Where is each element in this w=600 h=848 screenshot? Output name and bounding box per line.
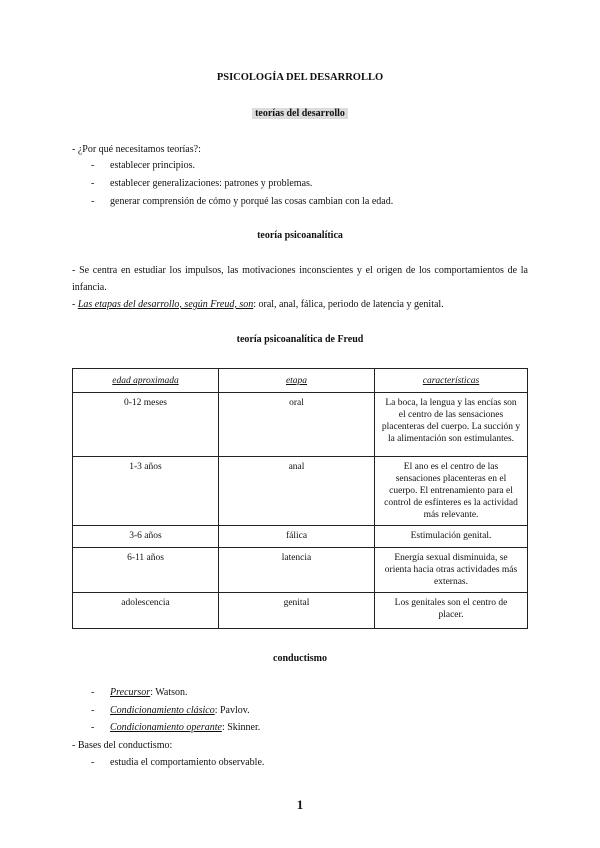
document-title: PSICOLOGÍA DEL DESARROLLO bbox=[216, 72, 384, 83]
bullet-dash: - bbox=[91, 757, 95, 768]
page-number: 1 bbox=[296, 797, 304, 812]
list-item: generar comprensión de cómo y porqué las cosas cambian con la edad. bbox=[110, 196, 394, 207]
section-heading-theories bbox=[0, 108, 600, 119]
table-cell-characteristics: Energía sexual disminuida, se orienta hacia otras actividades más externas. bbox=[375, 548, 528, 593]
bullet-dash: - bbox=[91, 178, 95, 189]
bullet-dash: - bbox=[91, 196, 95, 207]
table-cell-stage: oral bbox=[219, 393, 375, 457]
table-cell-age: 1-3 años bbox=[73, 457, 219, 526]
freud-stages-table bbox=[72, 368, 528, 629]
list-item-label: Condicionamiento clásico bbox=[110, 705, 215, 716]
list-item-value: : Pavlov. bbox=[214, 705, 250, 716]
theories-question: - ¿Por qué necesitamos teorías?: bbox=[72, 144, 201, 155]
list-item bbox=[110, 687, 188, 698]
bullet-dash: - bbox=[91, 687, 95, 698]
behaviorism-bases: - Bases del conductismo: bbox=[72, 740, 173, 751]
column-header-stage-text: etapa bbox=[285, 376, 308, 386]
list-item bbox=[110, 705, 250, 716]
list-item-label: Condicionamiento operante bbox=[110, 722, 222, 733]
bullet-dash: - bbox=[91, 705, 95, 716]
column-header-characteristics bbox=[375, 369, 528, 393]
column-header-age bbox=[73, 369, 219, 393]
bullet-dash: - bbox=[91, 722, 95, 733]
list-item-label: Precursor bbox=[110, 687, 151, 698]
section-heading-psychoanalytic: teoría psicoanalítica bbox=[257, 230, 343, 241]
table-cell-stage: fálica bbox=[219, 526, 375, 548]
freud-stages-list: : oral, anal, fálica, periodo de latencia y genital. bbox=[253, 299, 444, 310]
table-cell-characteristics: La boca, la lengua y las encías son el centro de las sensaciones placenteras del cuerpo. La succión y la alimentación son estimulantes. bbox=[375, 393, 528, 457]
psychoanalytic-paragraph-line2: infancia. bbox=[72, 282, 107, 293]
freud-stages-underlined: Las etapas del desarrollo, según Freud, son bbox=[77, 299, 254, 310]
psychoanalytic-paragraph-line1: - Se centra en estudiar los impulsos, las motivaciones inconscientes y el origen de los comportamientos de la bbox=[72, 265, 528, 276]
table-row bbox=[73, 526, 528, 548]
list-item-value: : Skinner. bbox=[221, 722, 261, 733]
bullet-dash: - bbox=[91, 160, 95, 171]
table-row bbox=[73, 393, 528, 457]
table-row bbox=[73, 593, 528, 629]
section-heading-behaviorism: conductismo bbox=[273, 653, 327, 664]
table-cell-stage: anal bbox=[219, 457, 375, 526]
table-row bbox=[73, 548, 528, 593]
list-item: establecer principios. bbox=[110, 160, 195, 171]
table-cell-characteristics: Los genitales son el centro de placer. bbox=[375, 593, 528, 629]
column-header-characteristics-text: características bbox=[422, 376, 480, 386]
table-header-row bbox=[73, 369, 528, 393]
paragraph-prefix: - bbox=[72, 299, 78, 310]
table-cell-age: 6-11 años bbox=[73, 548, 219, 593]
list-item: estudia el comportamiento observable. bbox=[110, 757, 265, 768]
table-cell-age: 0-12 meses bbox=[73, 393, 219, 457]
table-cell-characteristics: El ano es el centro de las sensaciones placenteras en el cuerpo. El entrenamiento para el control de esfínteres es la actividad más relevante. bbox=[375, 457, 528, 526]
list-item bbox=[110, 722, 260, 733]
list-item: establecer generalizaciones: patrones y problemas. bbox=[110, 178, 313, 189]
list-item-value: : Watson. bbox=[150, 687, 188, 698]
table-title: teoría psicoanalítica de Freud bbox=[236, 334, 364, 345]
column-header-stage bbox=[219, 369, 375, 393]
section-heading-theories-text: teorías del desarrollo bbox=[252, 108, 348, 119]
freud-stages-paragraph bbox=[72, 299, 444, 310]
table-cell-stage: latencia bbox=[219, 548, 375, 593]
table-row bbox=[73, 457, 528, 526]
table-cell-age: adolescencia bbox=[73, 593, 219, 629]
table-cell-age: 3-6 años bbox=[73, 526, 219, 548]
table-cell-stage: genital bbox=[219, 593, 375, 629]
column-header-age-text: edad aproximada bbox=[112, 376, 179, 386]
table-cell-characteristics: Estimulación genital. bbox=[375, 526, 528, 548]
